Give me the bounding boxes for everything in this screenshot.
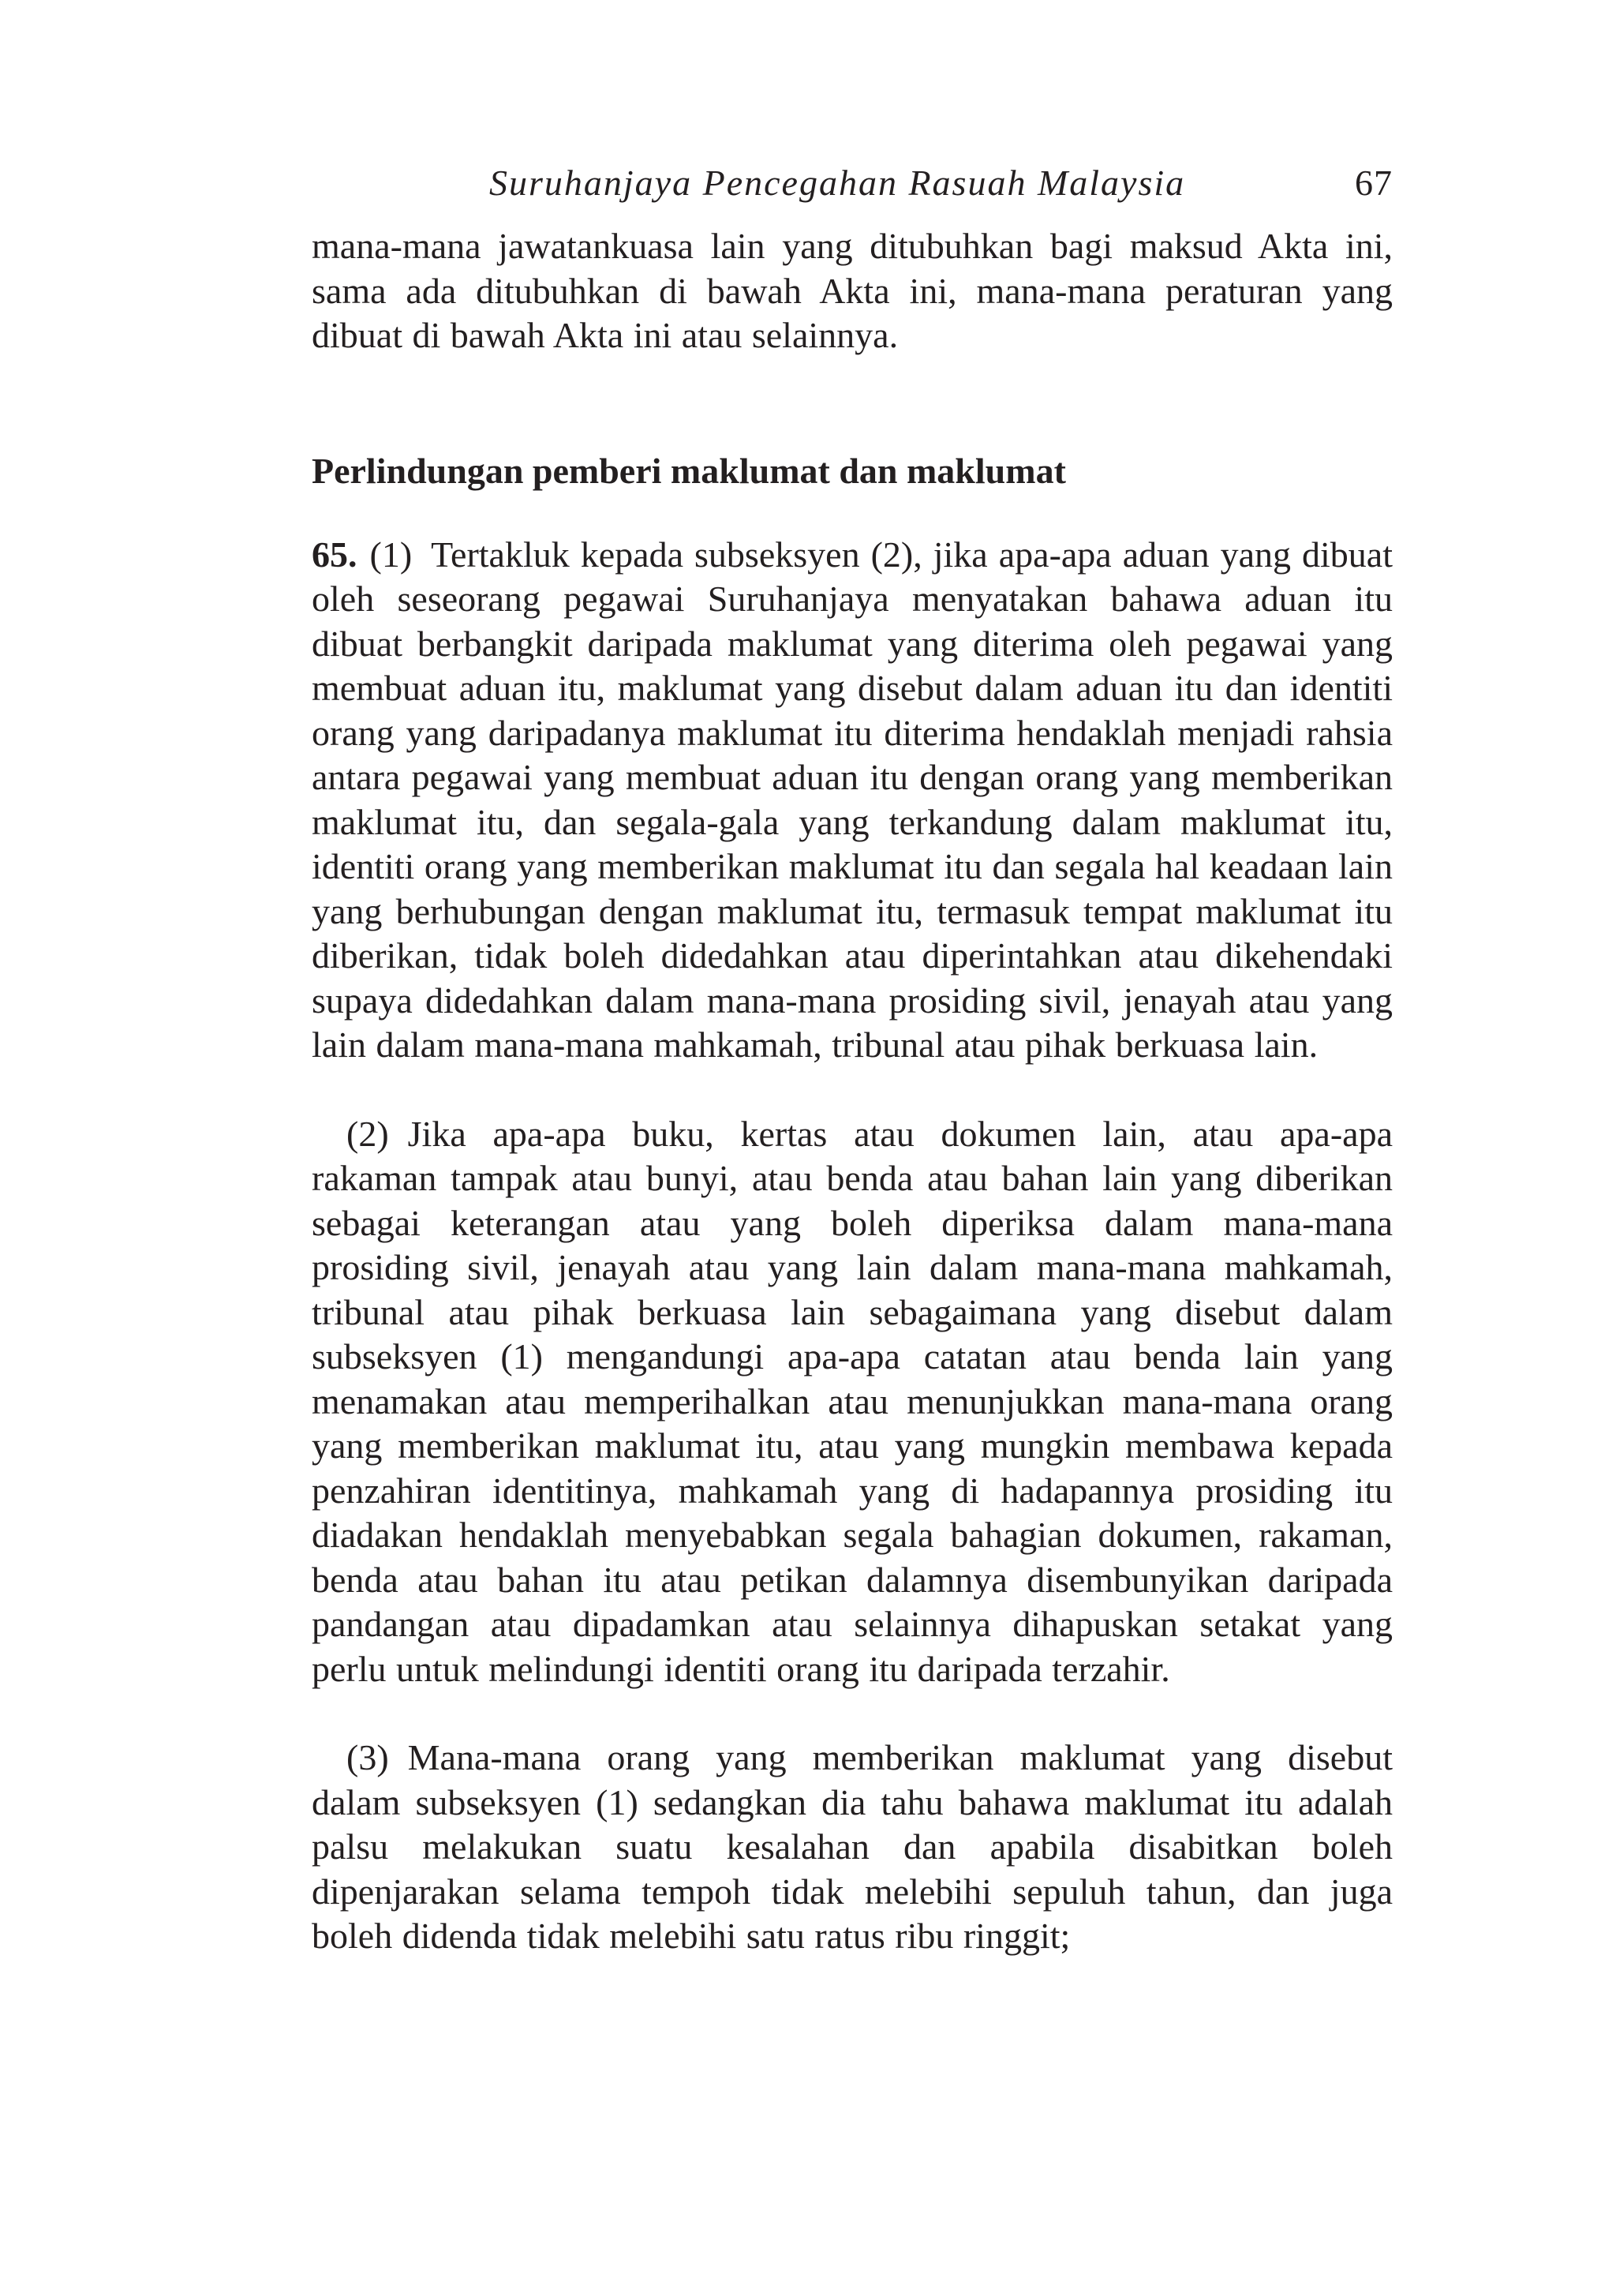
subsection-1	[312, 533, 1393, 1068]
section-heading: Perlindungan pemberi maklumat dan maklumat	[312, 450, 1066, 491]
running-header	[312, 158, 1393, 208]
page-number: 67	[1355, 163, 1393, 203]
subsection-2-text: Jika apa-apa buku, kertas atau dokumen lain, atau apa-apa rakaman tampak atau bunyi, atau benda atau bahan lain yang diberikan sebagai keterangan atau yang boleh diperiksa dalam mana-mana prosiding sivil, jenayah atau yang lain dalam mana-mana mahkamah, tribunal atau pihak berkuasa lain sebagaimana yang disebut dalam subseksyen (1) mengandungi apa-apa catatan atau benda lain yang menamakan atau memperihalkan atau menunjukkan mana-mana orang yang memberikan maklumat itu, atau yang mungkin membawa kepada penzahiran identitinya, mahkamah yang di hadapannya prosiding itu diadakan hendaklah menyebabkan segala bahagian dokumen, rakaman, benda atau bahan itu atau petikan dalamnya disembunyikan daripada pandangan atau dipadamkan atau selainnya dihapuskan setakat yang perlu untuk melindungi identiti orang itu daripada terzahir.	[312, 1113, 1393, 1689]
document-page	[312, 158, 1393, 1959]
subsection-2-label: (2)	[346, 1113, 389, 1154]
subsection-2	[312, 1112, 1393, 1692]
subsection-1-text: Tertakluk kepada subseksyen (2), jika apa-apa aduan yang dibuat oleh seseorang pegawai Suruhanjaya menyatakan bahawa aduan itu dibuat berbangkit daripada maklumat yang diterima oleh pegawai yang membuat aduan itu, maklumat yang disebut dalam aduan itu dan identiti orang yang daripadanya maklumat itu diterima hendaklah menjadi rahsia antara pegawai yang membuat aduan itu dengan orang yang memberikan maklumat itu, dan segala-gala yang terkandung dalam maklumat itu, identiti orang yang memberikan maklumat itu dan segala hal keadaan lain yang berhubungan dengan maklumat itu, termasuk tempat maklumat itu diberikan, tidak boleh didedahkan atau diperintahkan atau dikehendaki supaya didedahkan dalam mana-mana prosiding sivil, jenayah atau yang lain dalam mana-mana mahkamah, tribunal atau pihak berkuasa lain.	[312, 534, 1393, 1065]
continuation-paragraph: mana-mana jawatankuasa lain yang ditubuhkan bagi maksud Akta ini, sama ada ditubuhkan di bawah Akta ini, mana-mana peraturan yang dibuat di bawah Akta ini atau selainnya.	[312, 226, 1393, 355]
running-title: Suruhanjaya Pencegahan Rasuah Malaysia	[489, 163, 1186, 203]
subsection-1-label: (1)	[369, 534, 413, 575]
subsection-3-label: (3)	[346, 1737, 389, 1777]
subsection-3	[312, 1736, 1393, 1959]
section-number: 65.	[312, 534, 357, 575]
subsection-3-text: Mana-mana orang yang memberikan maklumat yang disebut dalam subseksyen (1) sedangkan dia tahu bahawa maklumat itu adalah palsu melakukan suatu kesalahan dan apabila disabitkan boleh dipenjarakan selama tempoh tidak melebihi sepuluh tahun, dan juga boleh didenda tidak melebihi satu ratus ribu ringgit;	[312, 1737, 1393, 1956]
